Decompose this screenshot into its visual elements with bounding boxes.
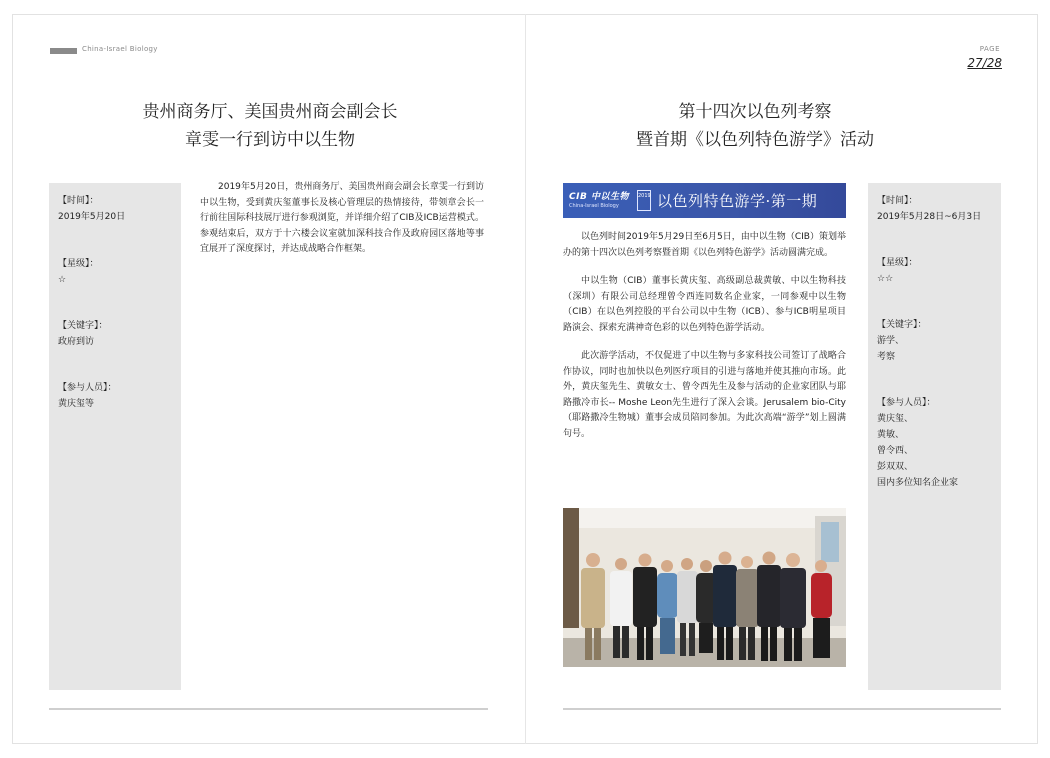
left-meta-keywords [58,318,172,350]
bottom-rule-left [49,708,488,710]
right-title-line-1: 第十四次以色列考察 [678,102,832,122]
meta-label: 【参与人员】： [58,383,117,393]
left-meta-time [58,193,172,225]
participant: 黄敏、 [877,430,905,440]
right-title-line-2: 暨首期《以色列特色游学》活动 [636,130,874,150]
meta-label: 【星级】： [58,259,99,269]
group-photo [563,508,846,667]
event-banner [563,183,846,218]
left-title-line-1: 贵州商务厅、美国贵州商会副会长 [142,102,398,122]
right-meta-panel [868,183,1001,690]
banner-title: 以色列特色游学·第一期 [657,192,818,210]
paragraph-1: 以色列时间2019年5月29日至6月5日，由中以生物（CIB）策划举办的第十四次以色列考察暨首期《以色列特色游学》活动圆满完成。 [563,232,846,258]
page-number: 27/28 [967,56,1002,70]
left-meta-panel [49,183,181,690]
participant: 黄庆玺、 [877,414,914,424]
right-meta-keywords [877,317,992,365]
left-meta-participants [58,380,172,412]
meta-label: 【星级】： [877,258,918,268]
star-rating: ☆☆ [877,274,894,284]
meta-value: 2019年5月28日~6月3日 [877,212,982,222]
right-meta-stars [877,255,992,287]
meta-label: 【关键字】： [58,321,108,331]
year-mark: 2019 [637,190,651,211]
left-article-body [200,180,484,271]
meta-value: 政府到访 [58,337,95,347]
participant: 曾令西、 [877,446,914,456]
left-title-line-2: 章雯一行到访中以生物 [185,130,355,150]
page-label: PAGE [979,45,1000,53]
page-spine [525,14,526,744]
meta-value: 2019年5月20日 [58,212,126,222]
right-article-title [560,98,950,154]
group-photo-illustration [563,508,846,667]
meta-label: 【时间】： [877,196,918,206]
paragraph: 2019年5月20日，贵州商务厅、美国贵州商会副会长章雯一行到访中以生物，受到黄庆玺董事长及核心管理层的热情接待，带领章会长一行前往国际科技展厅进行参观浏览，并详细介绍了CIB及ICB运营模式。参观结束后，双方于十六楼会议室就加深科技合作及政府园区落地等事宜展开了深度探讨，并达成战略合作框架。 [200,182,484,254]
cib-logo: CIB 中以生物 [569,192,629,202]
star-rating: ☆ [58,275,67,285]
paragraph-2: 中以生物（CIB）董事长黄庆玺、高级副总裁黄敏、中以生物科技（深圳）有限公司总经理曾令西连同数名企业家，一同参观中以生物（CIB）在以色列控股的平台公司以中生物（ICB）、参与ICB明星项目路演会、探索充满神奇色彩的以色列特色游学活动。 [563,276,846,333]
left-meta-stars [58,256,172,288]
right-article-body [563,230,846,455]
keyword: 考察 [877,352,896,362]
participant: 彭双双、 [877,462,914,472]
right-meta-participants [877,395,992,491]
meta-label: 【时间】： [58,196,99,206]
keyword: 游学、 [877,336,905,346]
bottom-rule-right [563,708,1001,710]
paragraph-3: 此次游学活动，不仅促进了中以生物与多家科技公司签订了战略合作协议，同时也加快以色列医疗项目的引进与落地并使其推向市场。此外，黄庆玺先生、黄敏女士、曾令西先生及参与活动的企业家团队与耶路撒冷市长-- Moshe Leon先生进行了深入会谈。Jerusalem bio-City（耶路撒冷生物城）董事会成员陪同参加。为此次高端“游学”划上圆满句号。 [563,351,846,439]
brand-name: China-Israel Biology [82,45,158,53]
brand-bar [50,48,77,54]
cib-logo-subtitle: China-Israel Biology [569,203,619,209]
left-article-title [60,98,480,154]
meta-label: 【参与人员】： [877,398,936,408]
right-meta-time [877,193,992,225]
meta-label: 【关键字】： [877,320,927,330]
participant: 国内多位知名企业家 [877,478,959,488]
meta-value: 黄庆玺等 [58,399,95,409]
